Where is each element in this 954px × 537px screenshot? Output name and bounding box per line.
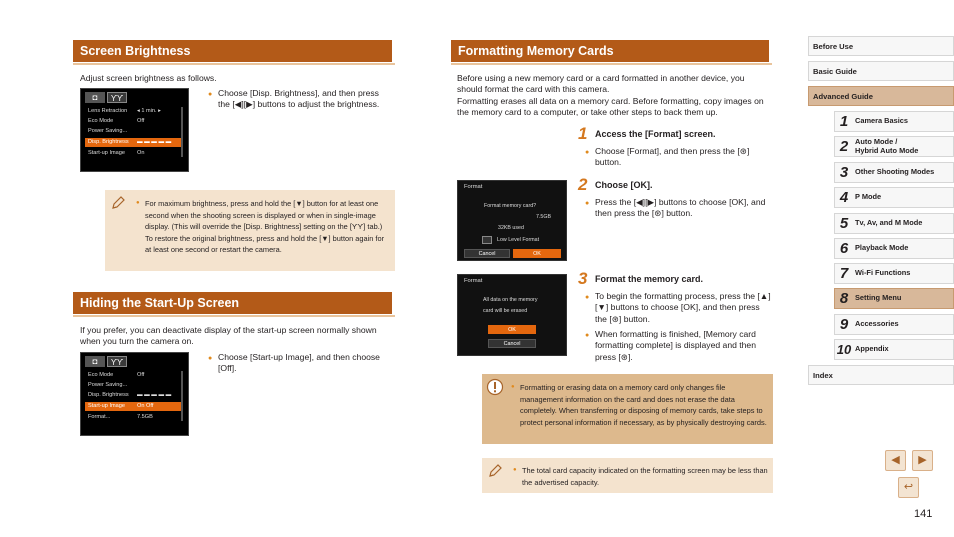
warning-icon (486, 378, 504, 396)
chapter-number: 8 (839, 289, 849, 307)
brightness-intro: Adjust screen brightness as follows. (80, 73, 217, 83)
chapter-number: 9 (839, 315, 849, 333)
sidebar-item-index[interactable]: Index (808, 365, 954, 385)
step-3-title: Format the memory card. (595, 274, 704, 284)
setup-tab-icon: ϒϒ (107, 356, 127, 367)
sidebar-chapter-accessories[interactable] (834, 314, 954, 335)
chapter-number: 4 (839, 188, 849, 206)
sidebar-chapter-wifi-functions[interactable] (834, 263, 954, 284)
menu-row-selected: Disp. Brightness ▬ ▬ ▬ ▬ ▬ (85, 138, 181, 147)
ok-button: OK (488, 325, 536, 334)
menu-row: Power Saving... (88, 382, 128, 388)
chapter-label: Accessories (855, 319, 899, 329)
step-3-bullet-1: ● To begin the formatting process, press the [▲][▼] buttons to choose [OK], and then press the [⊛] button. (585, 291, 773, 325)
camera-tab-icon: ◘ (85, 356, 105, 367)
startup-intro: If you prefer, you can deactivate display of the start-up screen normally shown when you turn the camera on. (80, 325, 377, 347)
sidebar-chapter-auto-mode[interactable] (834, 136, 954, 157)
menu-row: Eco Mode Off (88, 372, 145, 378)
caution-box (482, 374, 773, 444)
dialog-used: 32KB used (498, 225, 524, 231)
sidebar-item-basic-guide[interactable]: Basic Guide (808, 61, 954, 81)
dialog-warning-line-1: All data on the memory (483, 297, 538, 303)
checkbox-icon (482, 236, 492, 244)
chapter-label: P Mode (855, 192, 882, 202)
step-2-title: Choose [OK]. (595, 180, 653, 190)
menu-row: Start-up Image On (88, 150, 145, 156)
dialog-question: Format memory card? (484, 203, 537, 209)
dialog-checkbox-label: Low Level Format (497, 237, 540, 243)
back-button[interactable]: ↩ (898, 477, 919, 498)
step-1-title: Access the [Format] screen. (595, 129, 716, 139)
capacity-note-box (482, 458, 773, 493)
pencil-icon (110, 195, 126, 211)
cancel-button: Cancel (464, 249, 510, 258)
next-page-button[interactable]: ▶ (912, 450, 933, 471)
chapter-label: Appendix (855, 344, 889, 354)
step-2-number: 2 (578, 175, 588, 194)
step-1-bullet: ● Choose [Format], and then press the [⊛] button. (585, 146, 773, 169)
chapter-number: 7 (839, 264, 849, 282)
dialog-capacity: 7.5GB (536, 214, 552, 220)
chapter-label: Wi-Fi Functions (855, 268, 911, 278)
menu-row-selected: Start-up Image On Off (85, 402, 181, 411)
chapter-number: 6 (839, 239, 849, 257)
sidebar-chapter-other-shooting-modes[interactable] (834, 162, 954, 183)
format-dialog (457, 180, 567, 261)
dialog-title: Format (464, 184, 483, 190)
chapter-label: Setting Menu (855, 293, 902, 303)
formatting-intro-1: Before using a new memory card or a card formatted in another device, you should format the card with this camera. (457, 73, 745, 95)
menu-row: Format... 7.5GB (88, 414, 153, 420)
ok-button: OK (513, 249, 561, 258)
menu-row: Lens Retraction ◂ 1 min. ▸ (88, 108, 161, 114)
startup-bullet: ● Choose [Start-up Image], and then choose [Off]. (208, 352, 388, 375)
chapter-number: 10 (836, 341, 852, 357)
section-heading-startup-screen: Hiding the Start-Up Screen (73, 292, 392, 314)
cancel-button: Cancel (488, 339, 536, 348)
prev-page-button[interactable]: ◀ (885, 450, 906, 471)
step-1-number: 1 (578, 124, 588, 143)
sidebar-chapter-setting-menu[interactable] (834, 288, 954, 309)
chapter-label: Tv, Av, and M Mode (855, 218, 923, 228)
section-heading-formatting: Formatting Memory Cards (451, 40, 769, 62)
page-number: 141 (914, 508, 933, 520)
scrollbar (181, 107, 183, 157)
menu-row: Disp. Brightness ▬ ▬ ▬ ▬ ▬ (88, 392, 172, 398)
chapter-label: Playback Mode (855, 243, 909, 253)
step-3-bullet-2: ● When formatting is finished, [Memory card formatting complete] is displayed and then press [⊛]. (585, 329, 773, 363)
dialog-warning-line-2: card will be erased (483, 308, 528, 314)
sidebar-item-advanced-guide[interactable]: Advanced Guide (808, 86, 954, 106)
pencil-icon (487, 463, 503, 479)
brightness-note-box (105, 190, 395, 271)
chapter-number: 3 (839, 163, 849, 181)
chapter-label: Camera Basics (855, 116, 909, 126)
capacity-note-text: ● The total card capacity indicated on the formatting screen may be less than the advertised capacity. (513, 465, 768, 488)
camera-tab-icon: ◘ (85, 92, 105, 103)
chapter-label: Other Shooting Modes (855, 167, 935, 177)
section-heading-screen-brightness: Screen Brightness (73, 40, 392, 62)
camera-screen-startup (80, 352, 189, 436)
sidebar-chapter-camera-basics[interactable] (834, 111, 954, 132)
brightness-note-text: ● For maximum brightness, press and hold the [▼] button for at least one second when the shooting screen is displayed or when in single-image display. (This will override the [Disp. Brightness] setting on the [ϒϒ] tab.) To restore the original brightness, press and hold the [▼] button again for at least one second or restart the camera. (136, 198, 386, 256)
step-3-number: 3 (578, 269, 588, 288)
sidebar-chapter-p-mode[interactable] (834, 187, 954, 208)
menu-row: Eco Mode Off (88, 118, 145, 124)
format-confirm-dialog (457, 274, 567, 356)
chapter-number: 1 (839, 112, 849, 130)
chapter-number: 2 (839, 137, 849, 155)
sidebar-chapter-playback-mode[interactable] (834, 238, 954, 259)
chapter-number: 5 (839, 214, 849, 232)
brightness-bullet: ● Choose [Disp. Brightness], and then press the [◀][▶] buttons to adjust the brightness. (208, 88, 388, 111)
dialog-title: Format (464, 278, 483, 284)
sidebar-chapter-appendix[interactable] (834, 339, 954, 360)
sidebar-chapter-tv-av-m-mode[interactable] (834, 213, 954, 234)
step-2-bullet: ● Press the [◀][▶] buttons to choose [OK], and then press the [⊛] button. (585, 197, 773, 220)
sidebar-item-before-use[interactable]: Before Use (808, 36, 954, 56)
menu-row: Power Saving... (88, 128, 128, 134)
setup-tab-icon: ϒϒ (107, 92, 127, 103)
formatting-intro-2: Formatting erases all data on a memory card. Before formatting, copy images on the memory card to a computer, or take other steps to back them up. (457, 96, 764, 118)
scrollbar (181, 371, 183, 421)
caution-text: ● Formatting or erasing data on a memory card only changes file management information on the card and does not erase the data completely. When transferring or disposing of memory cards, take steps to protect personal information if necessary, as by physically destroying cards. (511, 382, 768, 428)
camera-screen-brightness (80, 88, 189, 172)
chapter-label: Auto Mode / Hybrid Auto Mode (855, 137, 919, 155)
